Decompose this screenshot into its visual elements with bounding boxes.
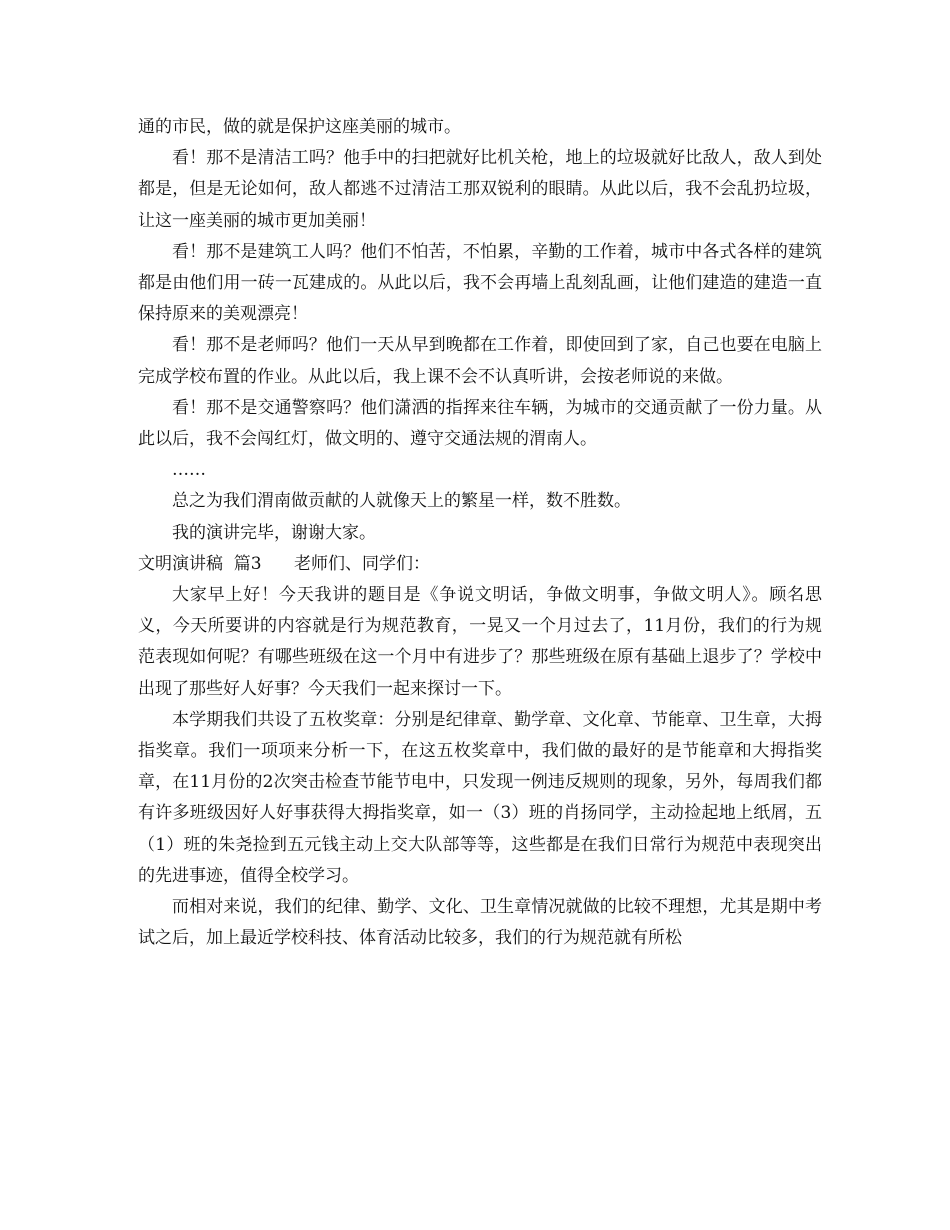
ellipsis-line: ……: [172, 460, 206, 481]
paragraph-5: 看！那不是交通警察吗？他们潇洒的指挥来往车辆，为城市的交通贡献了一份力量。从此以后，我不会闯红灯，做文明的、遵守交通法规的渭南人。: [138, 397, 822, 450]
document-page: [138, 112, 822, 954]
paragraph-1: 通的市民，做的就是保护这座美丽的城市。: [138, 117, 461, 137]
paragraph-6: 总之为我们渭南做贡献的人就像天上的繁星一样，数不胜数。: [172, 491, 631, 512]
paragraph-4: 看！那不是老师吗？他们一天从早到晚都在工作着，即使回到了家，自己也要在电脑上完成学校布置的作业。从此以后，我上课不会不认真听讲，会按老师说的来做。: [138, 335, 822, 387]
paragraph-7: 大家早上好！今天我讲的题目是《争说文明话，争做文明事，争做文明人》。顾名思义，今天所要讲的内容就是行为规范教育，一晃又一个月过去了，11月份，我们的行为规范表现如何呢？有哪些班级在这一个月中有进步了？那些班级在原有基础上退步了？学校中出现了那些好人好事？今天我们一起来探讨一下。: [138, 585, 822, 699]
section-heading: 文明演讲稿 篇3 老师们、同学们：: [138, 553, 431, 574]
paragraph-2: 看！那不是清洁工吗？他手中的扫把就好比机关枪，地上的垃圾就好比敌人，敌人到处都是，但是无论如何，敌人都逃不过清洁工那双锐利的眼睛。从此以后，我不会乱扔垃圾，让这一座美丽的城市更加美丽！: [138, 148, 822, 231]
paragraph-3: 看！那不是建筑工人吗？他们不怕苦，不怕累，辛勤的工作着，城市中各式各样的建筑都是由他们用一砖一瓦建成的。从此以后，我不会再墙上乱刻乱画，让他们建造的建造一直保持原来的美观漂亮！: [138, 241, 822, 325]
paragraph-8: 本学期我们共设了五枚奖章：分别是纪律章、勤学章、文化章、节能章、卫生章，大拇指奖章。我们一项项来分析一下，在这五枚奖章中，我们做的最好的是节能章和大拇指奖章，在11月份的2次突击检查节能节电中，只发现一例违反规则的现象，另外，每周我们都有许多班级因好人好事获得大拇指奖章，如一（3）班的肖扬同学，主动捡起地上纸屑，五（1）班的朱尧捡到五元钱主动上交大队部等等，这些都是在我们日常行为规范中表现突出的先进事迹，值得全校学习。: [138, 709, 822, 886]
closing-line: 我的演讲完毕，谢谢大家。: [172, 522, 376, 543]
paragraph-9: 而相对来说，我们的纪律、勤学、文化、卫生章情况就做的比较不理想，尤其是期中考试之后，加上最近学校科技、体育活动比较多，我们的行为规范就有所松: [138, 897, 822, 949]
